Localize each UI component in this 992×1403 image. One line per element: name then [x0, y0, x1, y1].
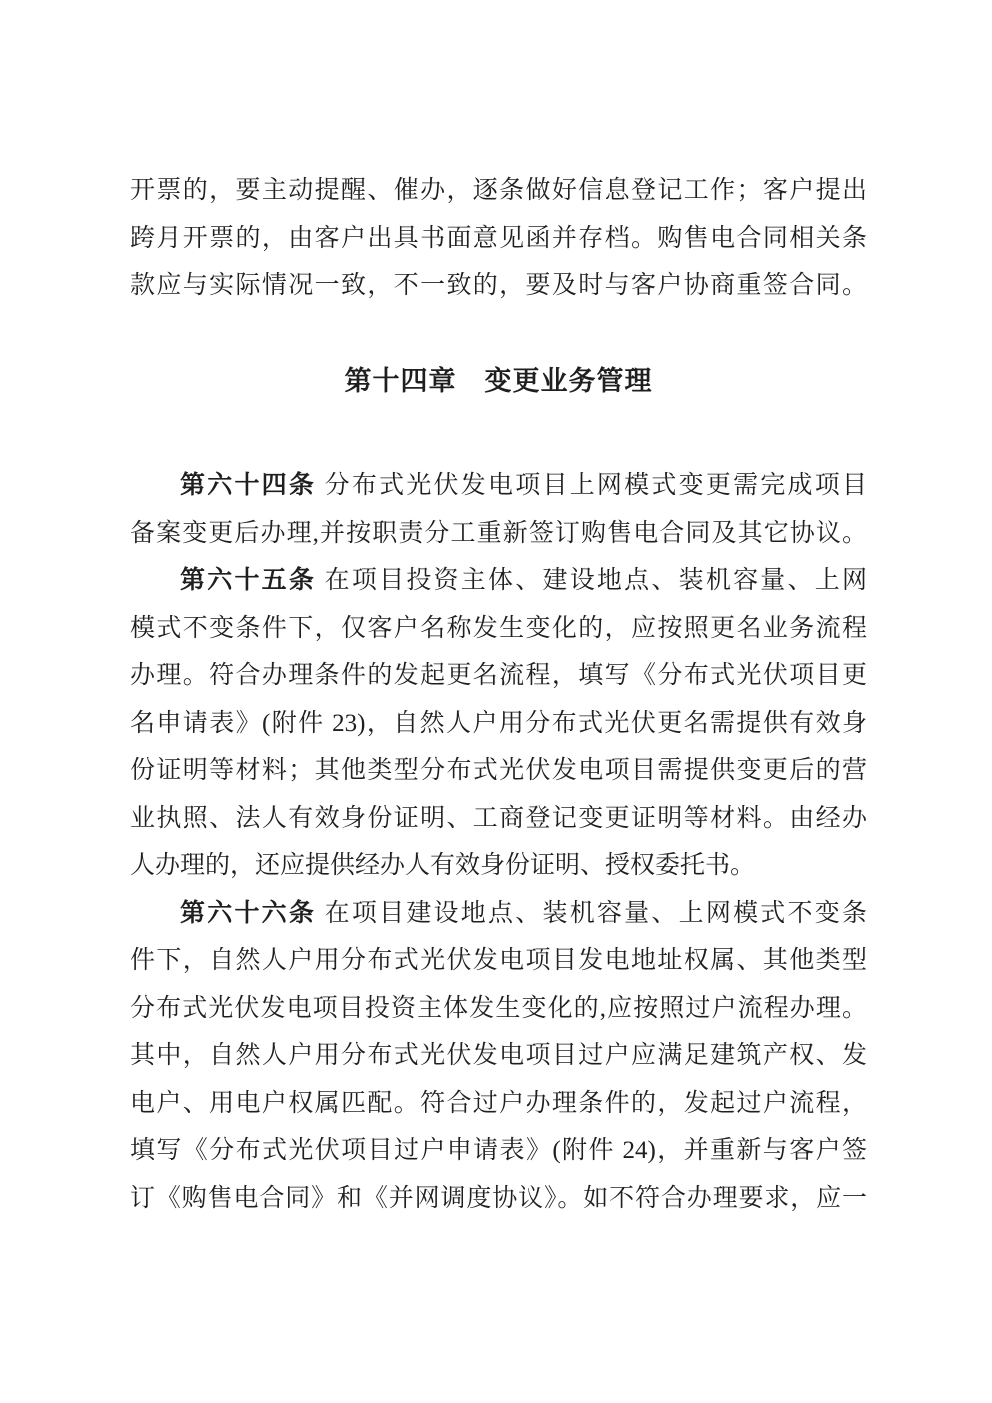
text-segment: 人办理的，还应提供经办人有效身份证明、授权委托书。 [130, 852, 756, 879]
text-segment: 办理。符合办理条件的发起更名流程，填写《分布式光伏项目更 [130, 662, 867, 689]
article-number: 第六十四条 [180, 472, 317, 499]
text-line [130, 1127, 867, 1175]
text-line [130, 510, 867, 558]
text-segment: 订《购售电合同》和《并网调度协议》。如不符合办理要求，应一 [130, 1184, 867, 1212]
article-number: 第六十五条 [180, 567, 317, 594]
text-segment: 分布式光伏发电项目投资主体发生变化的,应按照过户流程办理。 [130, 994, 867, 1022]
intro-paragraph [130, 167, 867, 310]
text-line [130, 890, 867, 938]
text-line [130, 262, 867, 310]
article-64 [130, 462, 867, 557]
text-segment: 填写《分布式光伏项目过户申请表》(附件 24)，并重新与客户签 [130, 1137, 867, 1164]
article-65 [130, 557, 867, 890]
text-line [130, 215, 867, 263]
chapter-heading: 第十四章 变更业务管理 [344, 365, 653, 396]
text-line [130, 462, 867, 510]
text-segment: 份证明等材料；其他类型分布式光伏发电项目需提供变更后的营 [130, 757, 867, 784]
text-segment: 业执照、法人有效身份证明、工商登记变更证明等材料。由经办 [130, 804, 867, 832]
text-line [130, 937, 867, 985]
document-body [130, 167, 867, 1222]
text-line [130, 167, 867, 215]
text-segment: 分布式光伏发电项目上网模式变更需完成项目 [316, 472, 867, 499]
text-segment: 其中，自然人户用分布式光伏发电项目过户应满足建筑产权、发 [130, 1042, 867, 1069]
text-line [130, 652, 867, 700]
text-segment: 跨月开票的，由客户出具书面意见函并存档。购售电合同相关条 [130, 224, 867, 252]
text-line [130, 557, 867, 605]
text-segment: 款应与实际情况一致，不一致的，要及时与客户协商重签合同。 [130, 272, 867, 299]
text-line [130, 985, 867, 1033]
text-line [130, 795, 867, 843]
text-line [130, 1175, 867, 1223]
text-line [130, 1080, 867, 1128]
text-segment: 在项目投资主体、建设地点、装机容量、上网 [316, 567, 867, 594]
text-segment: 件下，自然人户用分布式光伏发电项目发电地址权属、其他类型 [130, 947, 867, 974]
text-segment: 电户、用电户权属匹配。符合过户办理条件的，发起过户流程， [130, 1089, 867, 1117]
text-line [130, 1032, 867, 1080]
text-line [130, 842, 867, 890]
text-segment: 名申请表》(附件 23)，自然人户用分布式光伏更名需提供有效身 [130, 709, 867, 737]
article-number: 第六十六条 [180, 899, 317, 927]
text-segment: 备案变更后办理,并按职责分工重新签订购售电合同及其它协议。 [130, 519, 867, 547]
article-66 [130, 890, 867, 1223]
text-segment: 在项目建设地点、装机容量、上网模式不变条 [316, 899, 867, 927]
text-line [130, 747, 867, 795]
text-segment: 模式不变条件下，仅客户名称发生变化的，应按照更名业务流程 [130, 614, 867, 642]
text-line [130, 700, 867, 748]
text-segment: 开票的，要主动提醒、催办，逐条做好信息登记工作；客户提出 [130, 177, 867, 204]
text-line [130, 605, 867, 653]
